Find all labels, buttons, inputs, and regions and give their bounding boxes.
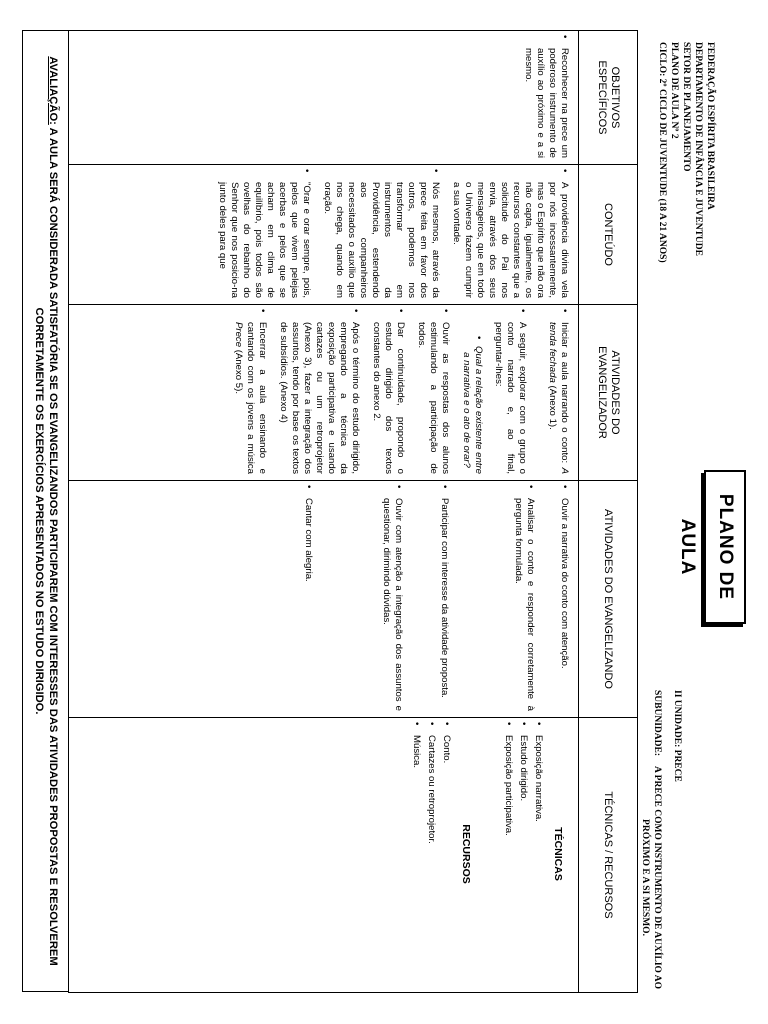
evangelizando-cell [69,481,579,718]
list-item: • Cartazes ou retroprojetor. [425,722,437,986]
tecnicas-cell [69,718,579,993]
list-item: • "Orar e orar sempre, pois, pelos que vivem pelejas acerbas e pelos que se acham em clima de equilíbrio, pois todos são ovelhas do rebanho do Senhor que nos posicio-na junto deles para que [216,169,312,298]
col-objetivos-header: OBJETIVOS ESPECÍFICOS [579,31,638,165]
list-item: • Música. [410,722,422,986]
header-line: DEPARTAMENTO DE INFÂNCIA E JUVENTUDE [693,42,703,256]
col-evangelizando-header: ATIVIDADES DO EVANGELIZANDO [579,481,638,718]
header-line: SETOR DE PLANEJAMENTO [681,42,691,172]
list-item: • A providência divina vela por nós incessantemente, mas o Espírito que não ora não capta, igualmente, os recursos constantes que a solicitude do Pai nos envia, através dos seus mensageiros, que em todo o Universo fazem cumprir a sua vontade. [450,169,570,298]
list-item: • Participar com interesse da atividade proposta. [438,485,450,711]
list-item: • Ouvir as respostas dos alunos estimulando a participação de todos. [415,309,451,474]
subunit-label: SUBUNIDADE: [652,690,662,756]
list-item: • Reconhecer na prece um poderoso instrumento de auxílio ao próximo e a si mesmo. [522,35,570,158]
list-item: • Nós mesmos, através da prece feita em favor dos outros, podemos nos transformar em instrumentos da Providência, estendendo aos companheiros necessitados o auxílio que nos chega, quando em oração. [321,169,441,298]
story-title: A tenda fechada [547,322,570,475]
list-item: • Analisar o conto e responder corretamente à pergunta formulada. [512,485,536,711]
objetivos-cell [69,31,579,165]
col-tecnicas-header: TÉCNICAS / RECURSOS [579,718,638,993]
unit-title: II UNIDADE: PRECE [672,690,682,782]
list-item: • Após o término do estudo dirigido, empregando a técnica da exposição participativa e usando cartazes ou um retroprojetor (Anexo 3), fazer a integração dos assuntos, tendo por base os textos de subsídios. (Anexo 4) [277,309,361,474]
list-item: • Cantar com alegria. [302,485,314,711]
recursos-title: RECURSOS [460,824,472,884]
list-item: • Ouvir com atenção a integração dos assuntos e questionar, dirimindo dúvidas. [380,485,404,711]
header-line: FEDERAÇÃO ESPÍRITA BRASILEIRA [705,42,715,210]
lesson-table [68,30,638,993]
subunit [639,690,663,995]
evaluation-label: AVALIAÇÃO: [47,56,59,125]
subunit-text: A PRECE COMO INSTRUMENTO DE AUXÍLIO AO PRÓXIMO E A SI MESMO. [640,765,662,990]
evangelizador-cell [69,305,579,481]
page-title: PLANO DE AULA [704,470,746,624]
header-line: PLANO DE AULA Nº 2 [669,42,679,139]
header-line: CICLO: 2º CICLO DE JUVENTUDE (18 A 21 ANOS) [657,42,667,263]
table-row [69,31,579,993]
list-item: • Encerrar a aula ensinando e cantando com os jovens a música Prece (Anexo 5). [232,309,268,474]
list-item: • Estudo dirigido. [517,722,529,986]
institution-header [656,42,716,312]
unit-header [639,690,683,995]
list-item: • Exposição narrativa. [532,722,544,986]
conteudo-cell [69,165,579,305]
table-header-row [579,31,638,993]
list-item: • Dar continuidade, propondo o estudo dirigido dos textos constantes do anexo 2. [370,309,406,474]
evaluation-box [22,30,68,992]
col-evangelizador-header: ATIVIDADES DO EVANGELIZADOR [579,305,638,481]
song-title: Prece [233,322,244,348]
col-conteudo-header: CONTEÚDO [579,165,638,305]
list-item: • A seguir, explorar com o grupo o conto narrado e, ao final, perguntar-lhes: • Qual a relação existente entre a narrativa e o ato de orar? [460,309,528,474]
tecnicas-title: TÉCNICAS [552,827,564,881]
list-item: • Exposição participativa. [502,722,514,986]
list-item: • Ouvir a narrativa do conto com atenção. [558,485,570,711]
list-item: • Iniciar a aula narrando o conto: A tenda fechada (Anexo 1). [546,309,570,474]
question-item: • Qual a relação existente entre a narrativa e o ato de orar? [460,346,484,474]
evaluation-text: A AULA SERÁ CONSIDERADA SATISFATÓRIA SE OS EVANGELIZANDOS PARTICIPAREM COM INTERESSES DAS ATIVIDADES PROPOSTAS E RESOLVEREM CORRETAMENTE OS EXERCÍCIOS APRESENTADOS NO ESTUDO DIRIGIDO. [33,127,59,966]
list-item: • Conto. [440,722,452,986]
